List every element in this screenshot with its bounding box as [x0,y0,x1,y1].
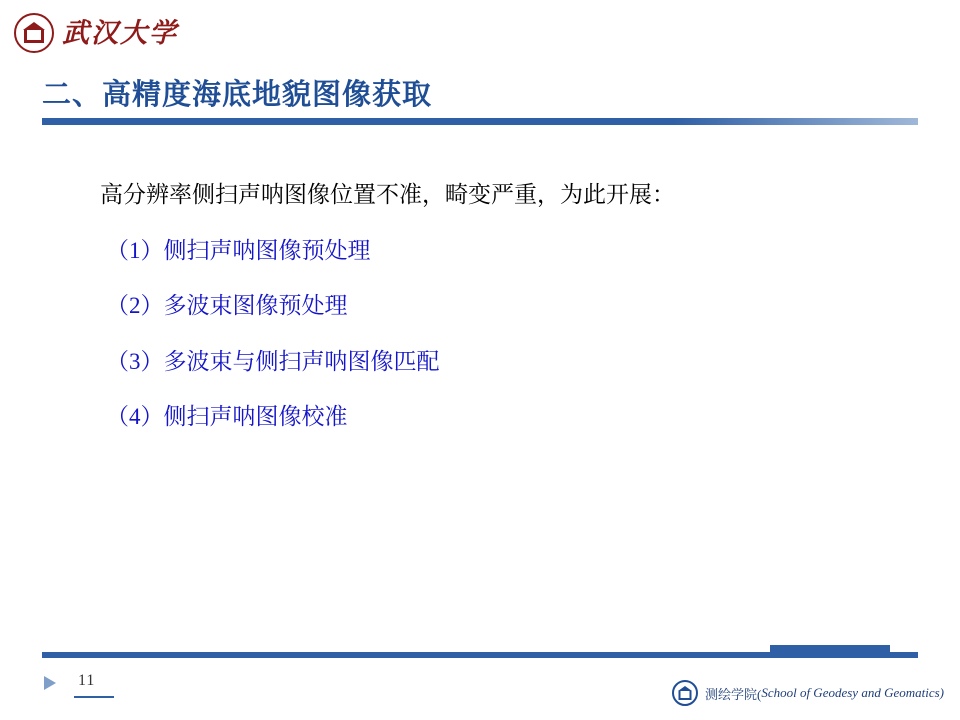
list-item: （4）侧扫声呐图像校准 [106,404,348,429]
play-triangle-icon [44,676,56,690]
footer-school-branding [672,678,944,708]
wuhan-university-emblem-icon [14,13,54,53]
page-number-underline [74,696,114,698]
list-item: （1）侧扫声呐图像预处理 [106,237,371,263]
university-logo-text: 武汉大学 [62,17,178,48]
page-number: 11 [78,672,96,689]
list-item: （3）多波束与侧扫声呐图像匹配 [106,348,440,374]
school-name-cn: 测绘学院( [704,686,762,702]
university-logo [14,10,178,56]
list-item: （2）多波束图像预处理 [106,293,348,318]
page-title: 二、高精度海底地貌图像获取 [42,79,433,111]
slide-body [100,178,900,435]
lead-paragraph: 高分辨率侧扫声呐图像位置不准，畸变严重，为此开展： [100,182,675,207]
school-seal-icon [672,680,698,706]
school-name-en: School of Geodesy and Geomatics) [761,685,944,700]
footer-divider [42,652,918,658]
title-divider [42,118,918,125]
